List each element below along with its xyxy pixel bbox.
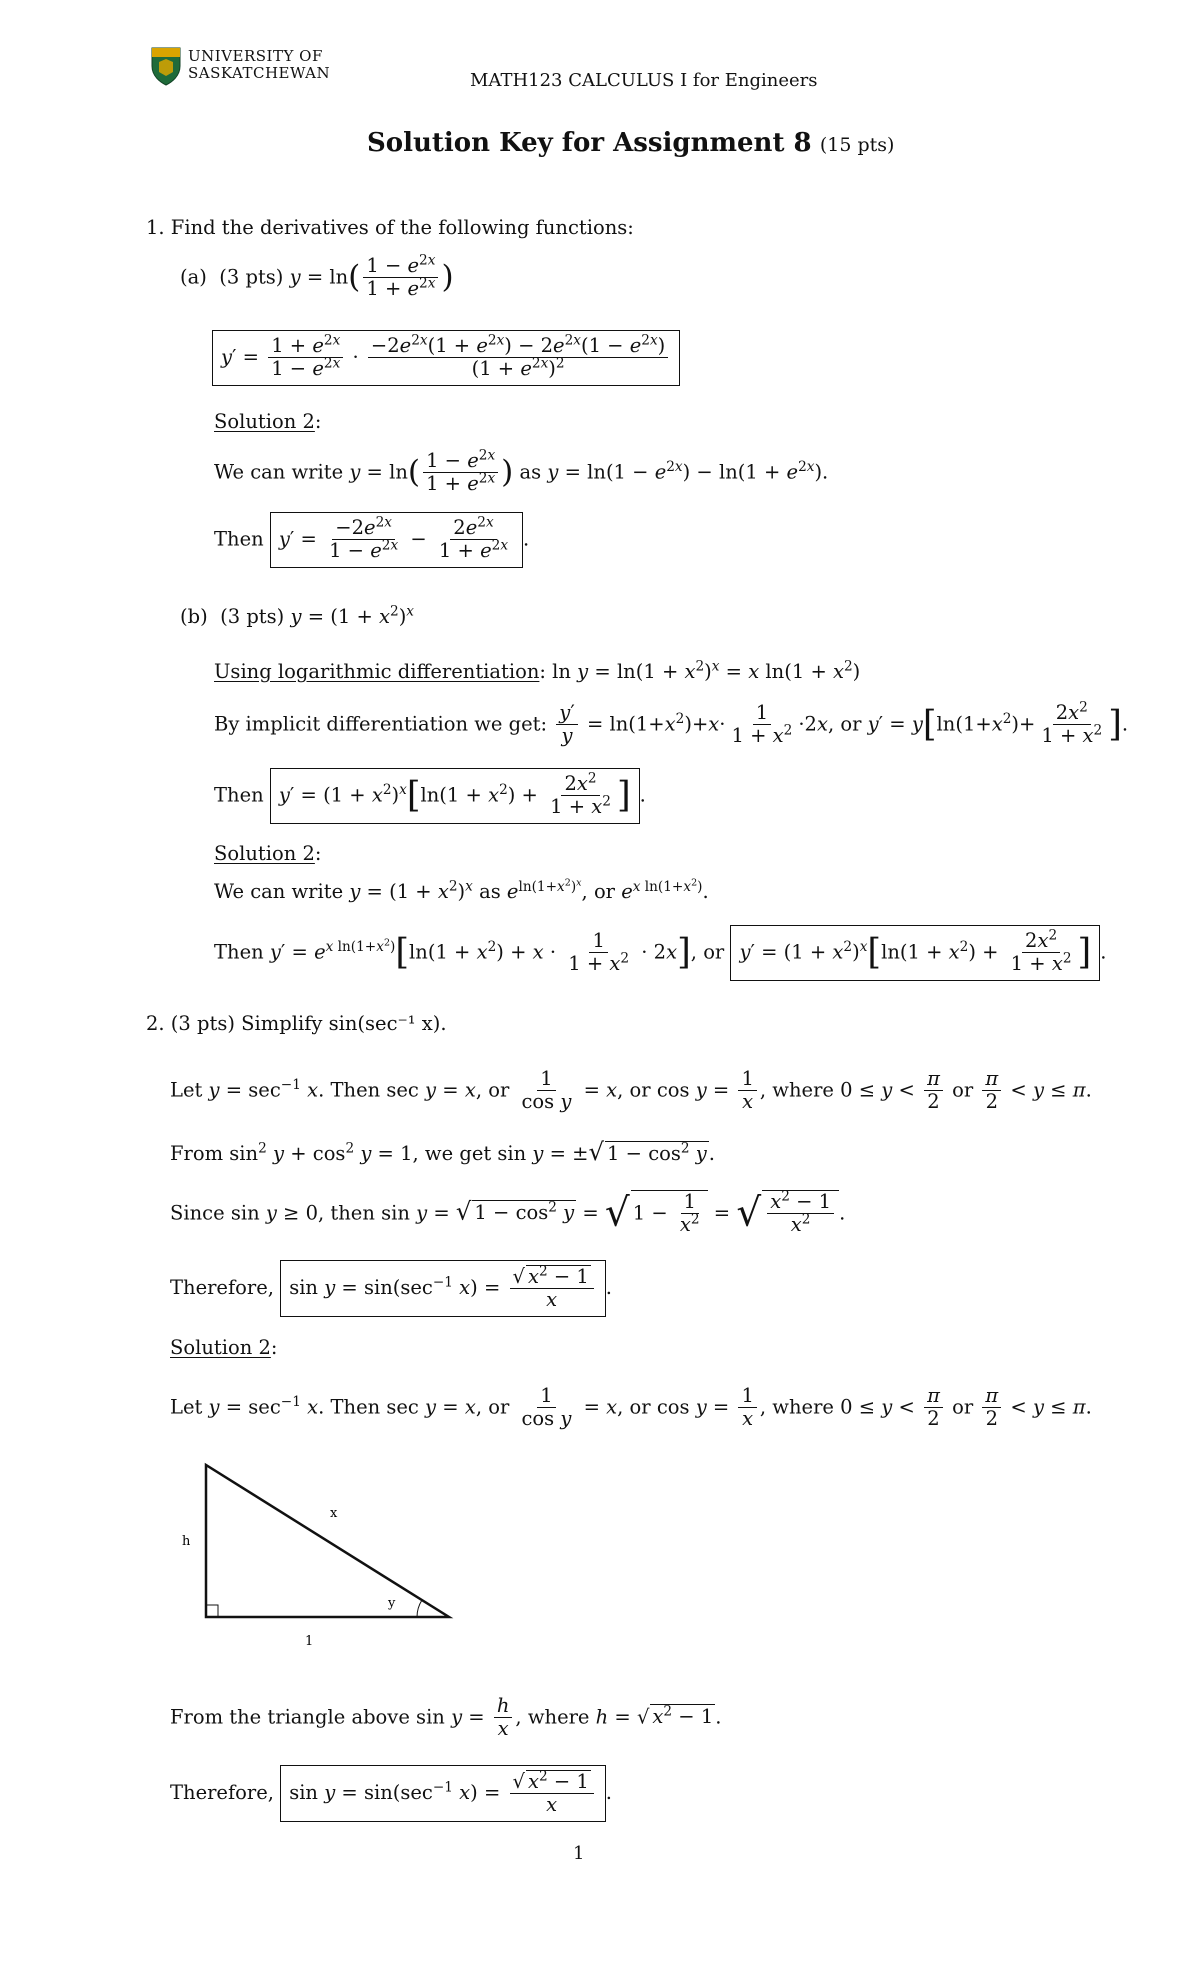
q2-solution2-label: Solution 2: xyxy=(170,1336,278,1359)
right-triangle-diagram xyxy=(170,1455,470,1655)
q2-let: Let $y = \sec^{-1} x$. Then sec y = x, or $\frac{1}{\text{cos y}}$ = x, or cos y = $\frac{1}{x}$ , where 0 ≤ y < $\frac{\pi}{2}$ or $\frac{\pi}{2}$ < y ≤ π. xyxy=(170,1067,1092,1114)
right-angle-marker xyxy=(206,1605,218,1617)
title-points: (15 pts) xyxy=(819,134,895,156)
course-name: MATH123 CALCULUS I for Engineers xyxy=(470,70,818,91)
q2-triangle-result: From the triangle above sin y = $\frac{h}{x}$ , where h = √ $x^2 - 1$ . xyxy=(170,1694,722,1741)
q1-intro: 1. Find the derivatives of the following functions: xyxy=(146,216,634,239)
q1b-solution2-label: Solution 2: xyxy=(214,842,322,865)
q1a-statement: (a) (3 pts) y = ln( $\frac{1 - e^{2x}}{1 + e^{2x}}$ ) xyxy=(180,252,454,301)
q2-let-2: Let $y = \sec^{-1} x$. Then sec y = x, or $\frac{1}{\text{cos y}}$ = x, or cos y = $\frac{1}{x}$ , where 0 ≤ y < $\frac{\pi}{2}$ or $\frac{\pi}{2}$ < y ≤ π. xyxy=(170,1384,1092,1431)
q2-since: Since sin y ≥ 0, then sin y = √ $1 - \cos^2 y$ = √ 1 − $\frac{1}{x^2}$ = √ $\frac{x^2 - 1}{x^2}$ . xyxy=(170,1188,846,1237)
q1b-solution2-answer: Then $y' = e^{x ln(1+x^2)}[\ln(1 + x^2) + x$ · $\frac{1}{1 + x^2}$ · 2x], or $y' = (1 + x^2)^x[\ln(1 + x^2)$ + $\frac{2x^2}{1 + x^2}$ ] . xyxy=(214,925,1106,981)
angle-arc xyxy=(417,1600,422,1617)
university-logo xyxy=(150,46,330,90)
q1a-solution2-label: Solution 2: xyxy=(214,410,322,433)
label-y: y xyxy=(388,1596,396,1611)
q2-intro: 2. (3 pts) Simplify sin(sec⁻¹ x). xyxy=(146,1012,447,1035)
shield-icon xyxy=(150,46,182,86)
logo-line-1: UNIVERSITY OF xyxy=(188,47,323,65)
label-x: x xyxy=(330,1506,338,1521)
q1a-rewrite: We can write y = ln( $\frac{1 - e^{2x}}{1 + e^{2x}}$ ) as $y = \ln(1 - e^{2x}) - \ln(1 + e^{2x})$. xyxy=(214,447,829,496)
triangle-shape xyxy=(206,1465,449,1617)
label-h: h xyxy=(182,1534,191,1549)
page-number: 1 xyxy=(573,1843,585,1864)
q1a-solution2-answer: Then y′ = $\frac{-2e^{2x}}{1 - e^{2x}}$ − $\frac{2e^{2x}}{1 + e^{2x}}$ . xyxy=(214,512,529,568)
q2-therefore-1: Therefore, $\sin y = \sin(\sec^{-1}$ x) = $\frac{√ x^2 - 1}{x}$ . xyxy=(170,1260,612,1317)
label-1: 1 xyxy=(305,1634,314,1649)
q1a-answer-box: y′ = $\frac{1 + e^{2x}}{1 - e^{2x}}$ · $\frac{-2e^{2x}(1 + e^{2x}) - 2e^{2x}(1 - e^{2x})}{(1 + e^{2x})^2}$ xyxy=(212,330,680,386)
q2-identity: From $\sin^2 y + \cos^2 y = 1$, we get sin y = ±√ $1 - \cos^2 y$ . xyxy=(170,1137,715,1166)
q1b-log-diff: Using logarithmic differentiation: $\ln y = \ln(1 + x^2)^x = x$ $\ln(1 + x^2)$ xyxy=(214,658,861,683)
q1b-rewrite: We can write $y = (1 + x^2)^x$ as $e^{ln(1+x^2)^x}$, or $e^{x ln(1+x^2)}$. xyxy=(214,876,709,903)
q1b-statement: (b) (3 pts) $y = (1 + x^2)^x$ xyxy=(180,603,414,628)
page-title xyxy=(367,128,894,158)
title-main: Solution Key for Assignment 8 xyxy=(367,128,812,158)
q1b-answer: Then $y' = (1 + x^2)^x[\ln(1 + x^2)$ + $\frac{2x^2}{1 + x^2}$ ] . xyxy=(214,768,646,824)
q1b-implicit: By implicit differentiation we get: $\frac{y'}{y}$ = $\ln(1+x^2)+x\cdot$ $\frac{1}{1 + x^2}$ ·2x, or $y' = y[\ln(1+x^2)+$ $\frac{2x^2}{1 + x^2}$ ]. xyxy=(214,699,1129,748)
logo-line-2: SASKATCHEWAN xyxy=(188,63,331,82)
q2-therefore-2: Therefore, $\sin y = \sin(\sec^{-1}$ x) = $\frac{√ x^2 - 1}{x}$ . xyxy=(170,1765,612,1822)
